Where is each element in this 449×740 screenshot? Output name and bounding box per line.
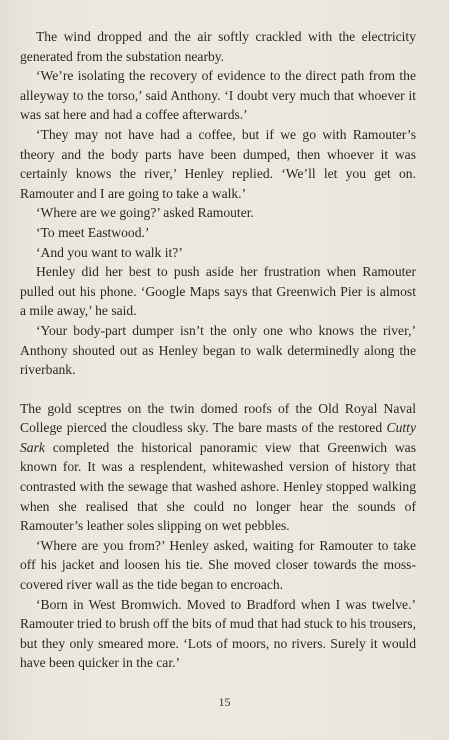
italic-title: Cutty Sark [20, 420, 416, 455]
text-run: The gold sceptres on the twin domed roofs of the Old Royal Naval College pierced the cloudless sky. The bare masts of the restored [20, 400, 416, 436]
paragraph: ‘And you want to walk it?’ [36, 244, 183, 260]
paragraph: ‘We’re isolating the recovery of evidence to the direct path from the alleyway to the torso,’ said Anthony. ‘I doubt very much that whoever it was sat here and had a coffee afterwards.’ [20, 68, 416, 123]
paragraph: ‘Where are you from?’ Henley asked, waiting for Ramouter to take off his jacket and loosen his tie. She moved closer towards the moss-covered river wall as the tide began to encroach. [20, 537, 416, 593]
paragraph: Henley did her best to push aside her frustration when Ramouter pulled out his phone. ‘Google Maps says that Greenwich Pier is almost a mile away,’ he said. [20, 264, 416, 319]
paragraph [20, 399, 416, 536]
page-number: 15 [218, 695, 231, 709]
section-break [20, 380, 416, 399]
text-run: completed the historical panoramic view that Greenwich was known for. It was a resplendent, whitewashed version of history that contrasted with the sewage that washed ashore. Henley stopped walking when she realised that she could no longer hear the sounds of Ramouter’s leather soles slipping on wet pebbles. [20, 439, 416, 534]
paragraph: ‘To meet Eastwood.’ [36, 224, 150, 240]
paragraph: ‘Your body-part dumper isn’t the only one who knows the river,’ Anthony shouted out as Henley began to walk determinedly along the riverbank. [20, 322, 416, 378]
body-text [20, 27, 416, 673]
paragraph: ‘They may not have had a coffee, but if we go with Ramouter’s theory and the body parts have been dumped, then whoever it was certainly knows the river,’ Henley replied. ‘We’ll let you get on. Ramouter and I are going to take a walk.’ [20, 126, 416, 201]
paragraph: ‘Born in West Bromwich. Moved to Bradford when I was twelve.’ Ramouter tried to brush off the bits of mud that had stuck to his trousers, but they only smeared more. ‘Lots of moors, no rivers. Surely it would have been quicker in the car.’ [20, 596, 416, 671]
paragraph: The wind dropped and the air softly crackled with the electricity generated from the substation nearby. [20, 29, 416, 64]
paragraph: ‘Where are we going?’ asked Ramouter. [36, 205, 254, 221]
